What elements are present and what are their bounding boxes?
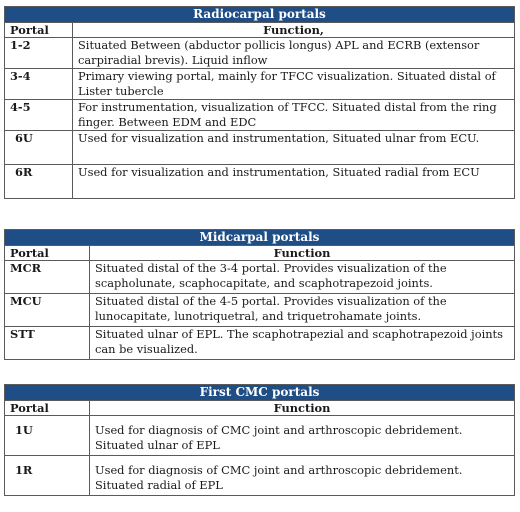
table-row [5, 294, 515, 327]
portal-function: Used for diagnosis of CMC joint and arthroscopic debridement. Situated radial of EPL [90, 456, 515, 496]
portal-name: 4-5 [5, 100, 73, 131]
portal-function: Used for diagnosis of CMC joint and arthroscopic debridement. Situated ulnar of EPL [90, 416, 515, 456]
table-title: Radiocarpal portals [5, 7, 515, 23]
portal-name: 6U [5, 131, 73, 165]
portal-function: Situated distal of the 4-5 portal. Provides visualization of the lunocapitate, lunotriquetral, and triquetrohamate joints. [90, 294, 515, 327]
portal-name: 1U [5, 416, 90, 456]
table-row [5, 327, 515, 360]
column-header-portal: Portal [5, 22, 73, 38]
table-row [5, 165, 515, 199]
table-row [5, 456, 515, 496]
column-header-portal: Portal [5, 400, 90, 416]
first-cmc-portals-table [4, 384, 515, 496]
portal-function: Situated Between (abductor pollicis longus) APL and ECRB (extensor carpiradial brevis). Liquid inflow [73, 38, 515, 69]
table-row [5, 416, 515, 456]
table-row [5, 38, 515, 69]
portal-name: 1R [5, 456, 90, 496]
portal-function: Situated ulnar of EPL. The scaphotrapezial and scaphotrapezoid joints can be visualized. [90, 327, 515, 360]
portal-name: MCR [5, 261, 90, 294]
table-title: First CMC portals [5, 385, 515, 401]
portal-name: 3-4 [5, 69, 73, 100]
portal-function: Primary viewing portal, mainly for TFCC visualization. Situated distal of Lister tubercle [73, 69, 515, 100]
portal-function: Used for visualization and instrumentation, Situated radial from ECU [73, 165, 515, 199]
radiocarpal-portals-table [4, 6, 515, 199]
portal-name: 6R [5, 165, 73, 199]
portal-name: 1-2 [5, 38, 73, 69]
table-row [5, 261, 515, 294]
column-header-portal: Portal [5, 245, 90, 261]
table-row [5, 100, 515, 131]
table-title: Midcarpal portals [5, 230, 515, 246]
column-header-function: Function, [73, 22, 515, 38]
portal-function: For instrumentation, visualization of TFCC. Situated distal from the ring finger. Between EDM and EDC [73, 100, 515, 131]
midcarpal-portals-table [4, 229, 515, 360]
column-header-function: Function [90, 245, 515, 261]
portal-name: MCU [5, 294, 90, 327]
portal-name: STT [5, 327, 90, 360]
table-row [5, 69, 515, 100]
portal-function: Used for visualization and instrumentation, Situated ulnar from ECU. [73, 131, 515, 165]
column-header-function: Function [90, 400, 515, 416]
portal-function: Situated distal of the 3-4 portal. Provides visualization of the scapholunate, scaphocapitate, and scaphotrapezoid joints. [90, 261, 515, 294]
table-row [5, 131, 515, 165]
